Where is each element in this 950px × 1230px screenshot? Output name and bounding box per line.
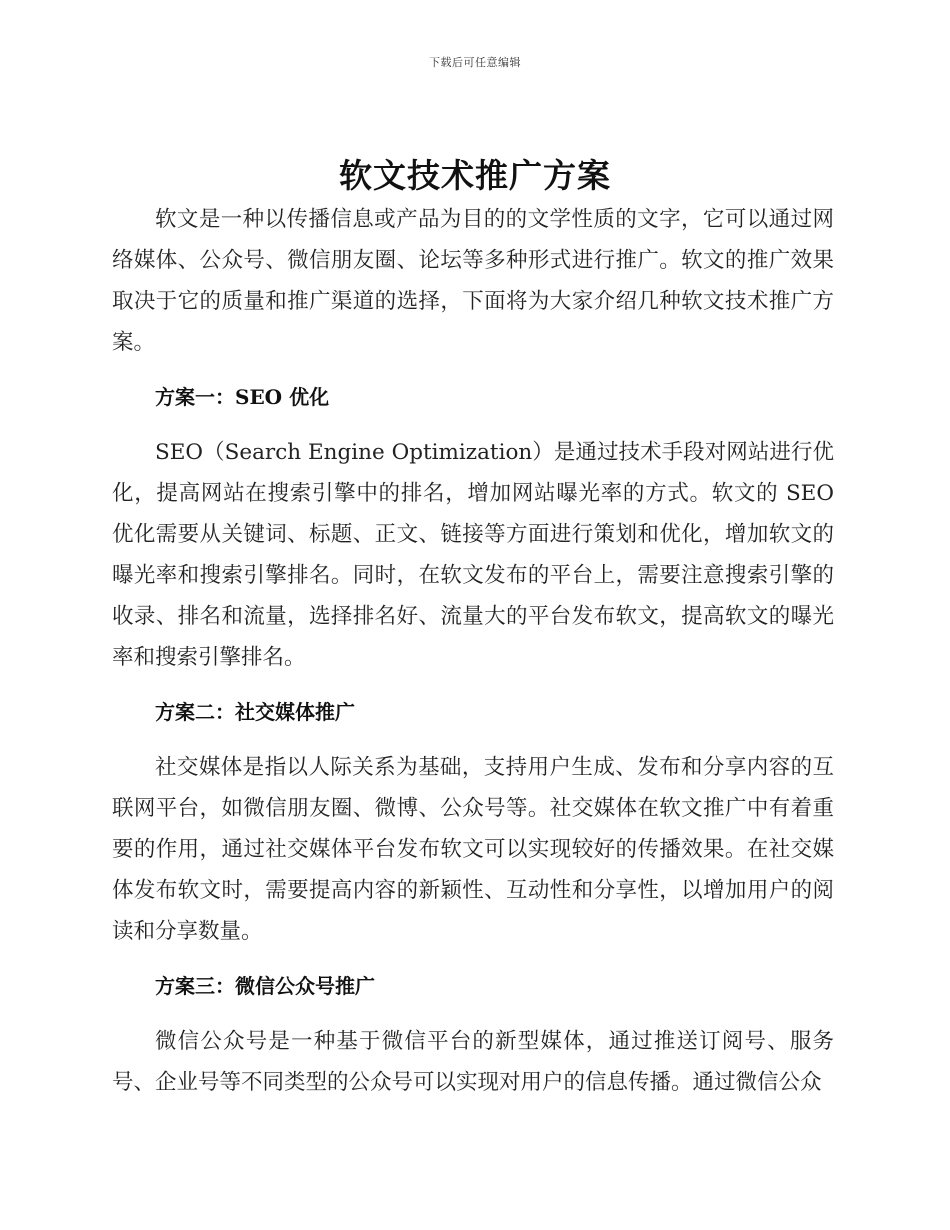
document-body [112, 199, 834, 1103]
document-title: 软文技术推广方案 [339, 156, 611, 195]
section-body-seo: SEO（Search Engine Optimization）是通过技术手段对网站进行优化，提高网站在搜索引擎中的排名，增加网站曝光率的方式。软文的 SEO 优化需要从关键词、标题、正文、链接等方面进行策划和优化，增加软文的曝光率和搜索引擎排名。同时，在软文发布的平台上，需要注意搜索引擎的收录、排名和流量，选择排名好、流量大的平台发布软文，提高软文的曝光率和搜索引擎排名。 [112, 440, 834, 670]
intro-paragraph: 软文是一种以传播信息或产品为目的的文学性质的文字，它可以通过网络媒体、公众号、微信朋友圈、论坛等多种形式进行推广。软文的推广效果取决于它的质量和推广渠道的选择，下面将为大家介绍几种软文技术推广方案。 [112, 207, 834, 355]
section-heading-social-media: 方案二：社交媒体推广 [155, 700, 355, 724]
section-body-social-media: 社交媒体是指以人际关系为基础，支持用户生成、发布和分享内容的互联网平台，如微信朋友圈、微博、公众号等。社交媒体在软文推广中有着重要的作用，通过社交媒体平台发布软文可以实现较好的传播效果。在社交媒体发布软文时，需要提高内容的新颖性、互动性和分享性，以增加用户的阅读和分享数量。 [112, 755, 834, 944]
header-note: 下载后可任意编辑 [429, 56, 521, 69]
section-heading-wechat: 方案三：微信公众号推广 [155, 974, 375, 998]
section-heading-seo: 方案一：SEO 优化 [155, 385, 330, 409]
section-body-wechat: 微信公众号是一种基于微信平台的新型媒体，通过推送订阅号、服务号、企业号等不同类型的公众号可以实现对用户的信息传播。通过微信公众 [112, 1029, 834, 1095]
